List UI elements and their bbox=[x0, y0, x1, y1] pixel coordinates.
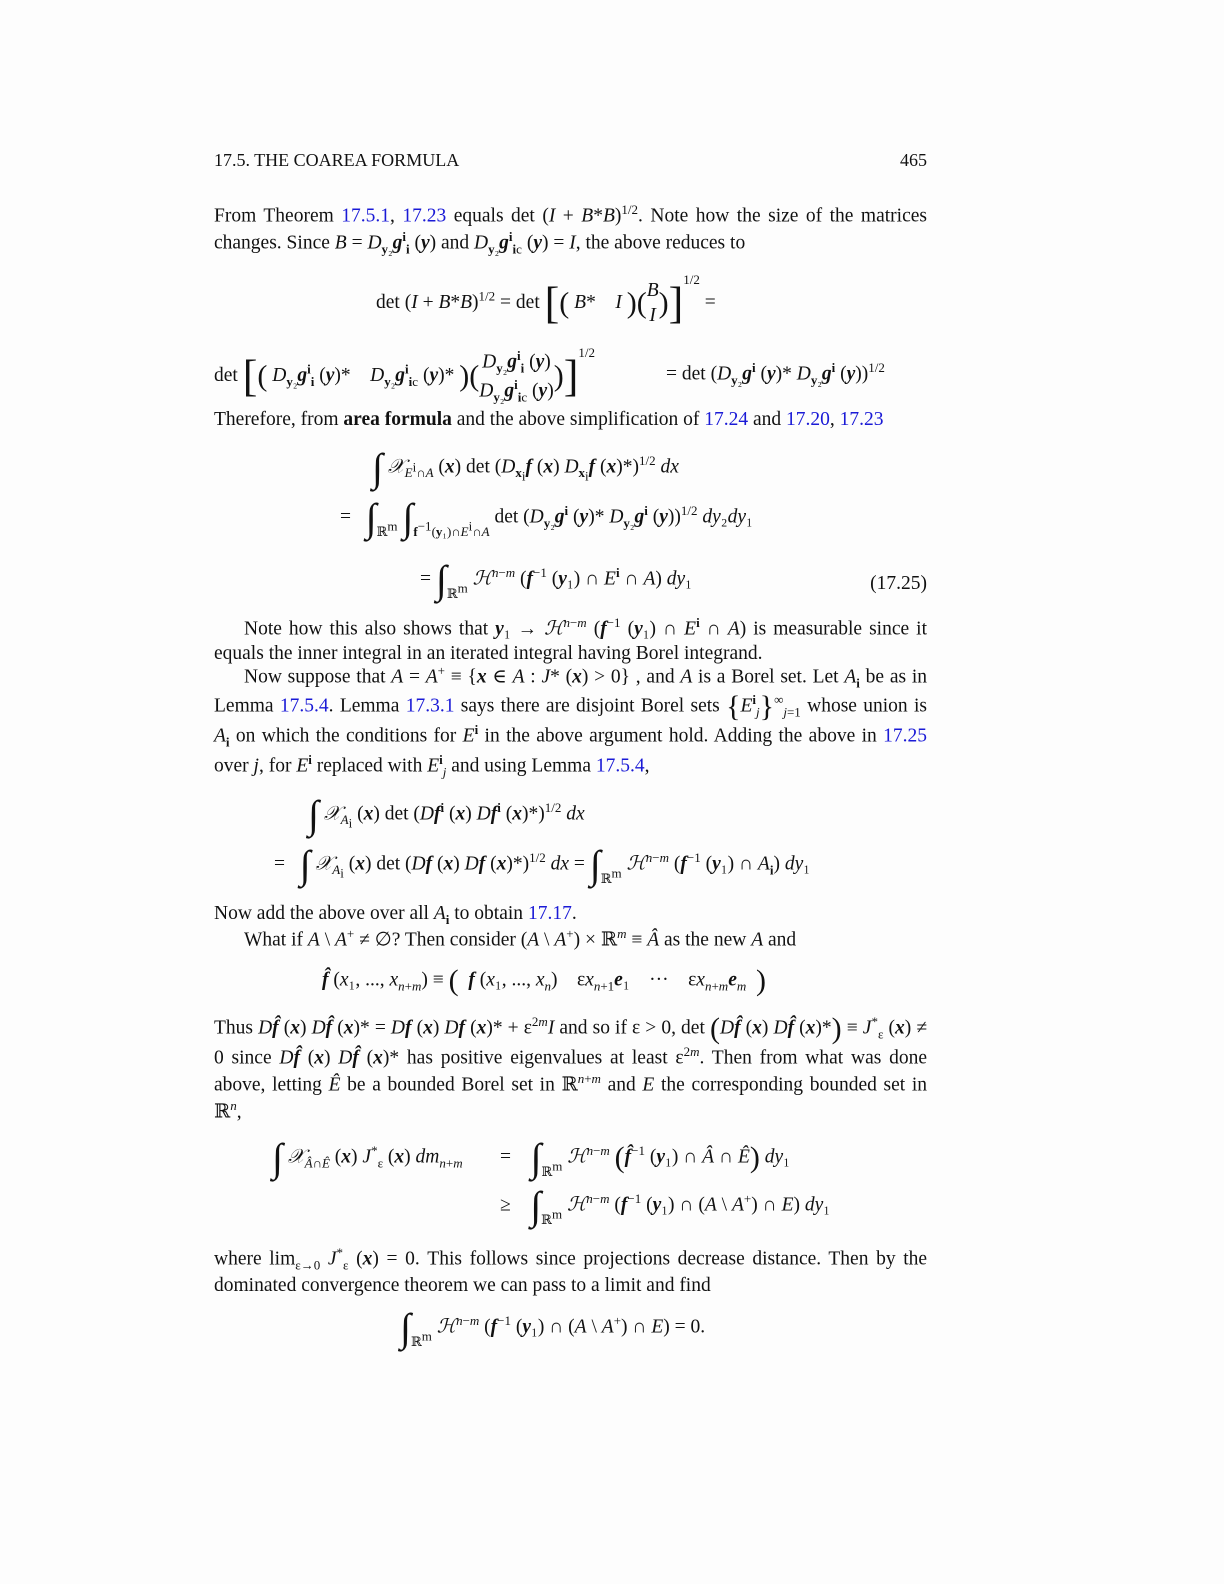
equation-sum-b: = ∫ 𝒳$_{A_i}$ (x) det (Df (x) Df (x)*)$^{1/2}$ dx = $\int_{ℝ^m}$ ℋ$^{n-m}$ ($f^{-1}$ (y₁) ∩ $A_i$) dy₁ bbox=[274, 842, 811, 887]
link-lemma[interactable]: 17.5.4 bbox=[279, 695, 329, 717]
text: Therefore, from bbox=[214, 409, 344, 430]
equation-number: (17.25) bbox=[870, 573, 927, 594]
paragraph-measurable: Note how this also shows that y₁ → ℋ$^{n-m}$ ($f^{-1}$ (y₁) ∩ $E^i$ ∩ A) is measurable since it equals the inner integral in an iterated integral having Borel integrand. bbox=[214, 615, 927, 664]
equation-det-result: = $\det (D_{y_2}g^i$ (y)* $D_{y_2}g^i$ (y))$^{1/2}$ bbox=[666, 360, 885, 388]
equation-ineq-a: ∫ 𝒳$_{Â\cap Ê}$ (x) $J^*_\varepsilon$ (x) $dm_{n+m}$ bbox=[272, 1135, 463, 1180]
page-number: 465 bbox=[900, 150, 927, 170]
link-eq[interactable]: 17.23 bbox=[402, 205, 447, 227]
link-eq[interactable]: 17.17 bbox=[527, 903, 572, 924]
equation-det-expanded: det [( $D_{y_2}g^i_i$ (y)* $D_{y_2}g^i_{ic}$ (y)* )( $D_{y_2}g^i_i$ (y) $D_{y_2}g^i_{ic}$ (y))]$^{1/2}$ bbox=[214, 345, 595, 404]
equation-final: $\int_{ℝ^m}$ ℋ$^{n-m}$ ($f^{-1}$ (y₁) ∩ (A \ A+) ∩ E) = 0. bbox=[400, 1305, 706, 1350]
equation-line-a: ∫ 𝒳$_{E^i\cap A}$ (x) $\det (D_{x_i}f$ (x) $D_{x_i}f$ (x)*)$^{1/2}$ dx bbox=[372, 445, 679, 490]
equation-det-block: $\det (I + B*B)^{1/2} = \det$ [( B* I )(B I)]$^{1/2}$ = bbox=[376, 272, 716, 328]
text: From Theorem bbox=[214, 205, 342, 227]
link-eq[interactable]: 17.24 bbox=[704, 409, 749, 430]
paragraph-where-lim: where $\lim_{\varepsilon\to 0} J^*_\varepsilon$ (x) = 0. This follows since projections decrease distance. Then by the dominated convergence theorem we can pass to a limit and find bbox=[214, 1245, 928, 1296]
text: , bbox=[829, 409, 840, 430]
link-theorem[interactable]: 17.5.1 bbox=[341, 205, 390, 227]
bold-term: area formula bbox=[343, 409, 452, 430]
link-lemma[interactable]: 17.3.1 bbox=[405, 695, 455, 717]
text: and bbox=[748, 409, 787, 430]
paragraph-add-over: Now add the above over all $A_i$ to obtain 17.17. bbox=[214, 903, 577, 927]
paragraph-borel-sets: Now suppose that A = A+ ≡ {x ∈ A : J* (x) > 0} , and A is a Borel set. Let $A_i$ be as in Lemma 17.5.4. Lemma 17.3.1 says there are disjoint Borel sets $\{E^i_j\}^\infty_{j=1}$ whose union is $A_i$ on which the conditions for $E^i$ in the above argument hold. Adding the above in 17.25 over j, for $E^i$ replaced with $E^i_j$ and using Lemma 17.5.4, bbox=[214, 663, 928, 779]
link-lemma[interactable]: 17.5.4 bbox=[595, 755, 645, 777]
equation-ineq-b: ≥ $\int_{ℝ^m}$ ℋ$^{n-m}$ ($f^{-1}$ (y₁) ∩ (A \ A+) ∩ E) dy₁ bbox=[500, 1183, 831, 1228]
paragraph-intro: From Theorem 17.5.1, 17.23 equals $\det (I + B*B)^{1/2}$. Note how the size of the matrices changes. Since $B = D_{y_2}g^i_i$ (y) and $D_{y_2}g^i_{ic}$ (y) = I, the above reduces to bbox=[214, 202, 927, 257]
running-header bbox=[214, 149, 927, 172]
paragraph-area-formula bbox=[214, 408, 927, 432]
equation-sum-a: ∫ 𝒳$_{A_i}$ (x) det (Df$^i$ (x) Df$^i$ (x)*)$^{1/2}$ dx bbox=[308, 792, 585, 837]
paragraph-thus: Thus Df̂ (x) Df̂ (x)* = Df (x) Df $(x)* + \varepsilon^{2m}I$ and so if ε > 0, det (Df̂ (x) Df̂ $(x)*) \equiv J^*_\varepsilon$ (x) ≠ 0 since Df̂ (x) Df̂ (x)* has positive eigenvalues at least $\varepsilon^{2m}$. Then from what was done above, letting Ê be a bounded Borel set in ℝ$^{n+m}$ and E the corresponding bounded set in ℝ$^n$, bbox=[214, 1012, 928, 1123]
link-eq[interactable]: 17.20 bbox=[786, 409, 830, 430]
section-title: 17.5. THE COAREA FORMULA bbox=[214, 150, 460, 170]
text: and the above simplification of bbox=[451, 409, 705, 430]
equation-line-c: = $\int_{ℝ^m}$ ℋ$^{n-m}$ ($f^{-1}$ (y₁) ∩ $E^i$ ∩ A) dy₁ bbox=[420, 557, 692, 602]
link-eq[interactable]: 17.23 bbox=[839, 409, 884, 430]
link-eq[interactable]: 17.25 bbox=[883, 725, 927, 747]
equation-f-hat: f̂ (x₁, ..., $x_{n+m}$) ≡ ( f (x₁, ..., $x_n$) $\varepsilon x_{n+1}e_1$ ··· $\varepsilon x_{n+m}e_m$ ) bbox=[322, 964, 766, 997]
paragraph-what-if: What if A \ A+ ≠ ∅? Then consider (A \ A+) × ℝ$^m$ ≡ Â as the new A and bbox=[244, 926, 797, 951]
text: , bbox=[390, 205, 403, 227]
equation-ineq-a-rhs: = $\int_{ℝ^m}$ ℋ$^{n-m}$ (f̂$^{-1}$ (y₁) ∩ Â ∩ Ê) dy₁ bbox=[500, 1135, 790, 1180]
equation-line-b: = $\int_{ℝ^m}$ $\int_{f^{-1}(y_1)\cap E^i\cap A}$ $\det (D_{y_2}g^i$ (y)* $D_{y_2}g^i$ (y))$^{1/2}$ dy₂dy₁ bbox=[340, 495, 753, 540]
